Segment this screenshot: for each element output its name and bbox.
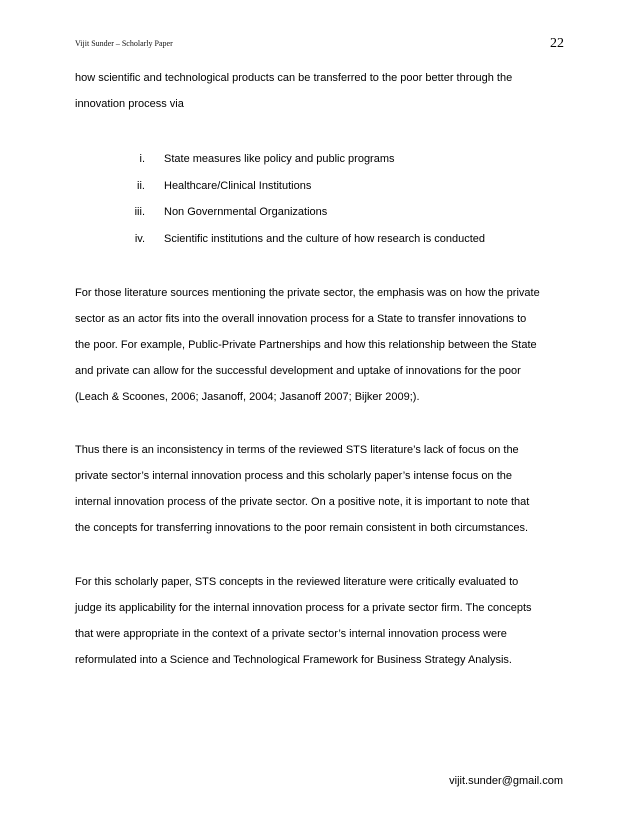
paragraph-line: For those literature sources mentioning the private sector, the emphasis was on how the private (75, 287, 540, 299)
paragraph-private-sector (75, 280, 575, 410)
paragraph-framework (75, 569, 575, 673)
paragraph-line: sector as an actor fits into the overall innovation process for a State to transfer innovations to (75, 313, 527, 325)
paragraph-line: that were appropriate in the context of a private sector’s internal innovation process were (75, 628, 507, 640)
paragraph-line: internal innovation process of the private sector. On a positive note, it is important to note that (75, 496, 530, 508)
paragraph-line: the poor. For example, Public-Private Partnerships and how this relationship between the State (75, 339, 537, 351)
footer-email: vijit.sunder@gmail.com (449, 775, 563, 787)
page-number: 22 (550, 36, 564, 51)
paragraph-line: reformulated into a Science and Technological Framework for Business Strategy Analysis. (75, 654, 512, 666)
paragraph-intro (75, 65, 575, 117)
paragraph-line: Thus there is an inconsistency in terms of the reviewed STS literature’s lack of focus on the (75, 444, 519, 456)
paragraph-line: private sector’s internal innovation process and this scholarly paper’s intense focus on the (75, 470, 512, 482)
header-title: Vijit Sunder – Scholarly Paper (75, 39, 173, 48)
list-item-text: Healthcare/Clinical Institutions (164, 180, 312, 192)
list-item-number: ii. (137, 180, 145, 192)
paragraph-line: innovation process via (75, 98, 184, 110)
paragraph-line: the concepts for transferring innovations to the poor remain consistent in both circumstances. (75, 522, 529, 534)
paragraph-line: how scientific and technological products can be transferred to the poor better through the (75, 72, 513, 84)
list-item-number: iii. (134, 206, 145, 218)
paragraph-line: For this scholarly paper, STS concepts in the reviewed literature were critically evaluated to (75, 576, 519, 588)
list-item-text: Non Governmental Organizations (164, 206, 328, 218)
list-item-number: i. (139, 153, 145, 165)
paragraph-line: (Leach & Scoones, 2006; Jasanoff, 2004; Jasanoff 2007; Bijker 2009;). (75, 391, 420, 403)
list-item-number: iv. (134, 233, 145, 245)
list-item-text: State measures like policy and public programs (164, 153, 395, 165)
list-item-text: Scientific institutions and the culture of how research is conducted (164, 233, 486, 245)
paragraph-inconsistency (75, 437, 575, 541)
paragraph-line: and private can allow for the successful development and uptake of innovations for the poor (75, 365, 521, 377)
paragraph-line: judge its applicability for the internal innovation process for a private sector firm. The concepts (75, 602, 532, 614)
